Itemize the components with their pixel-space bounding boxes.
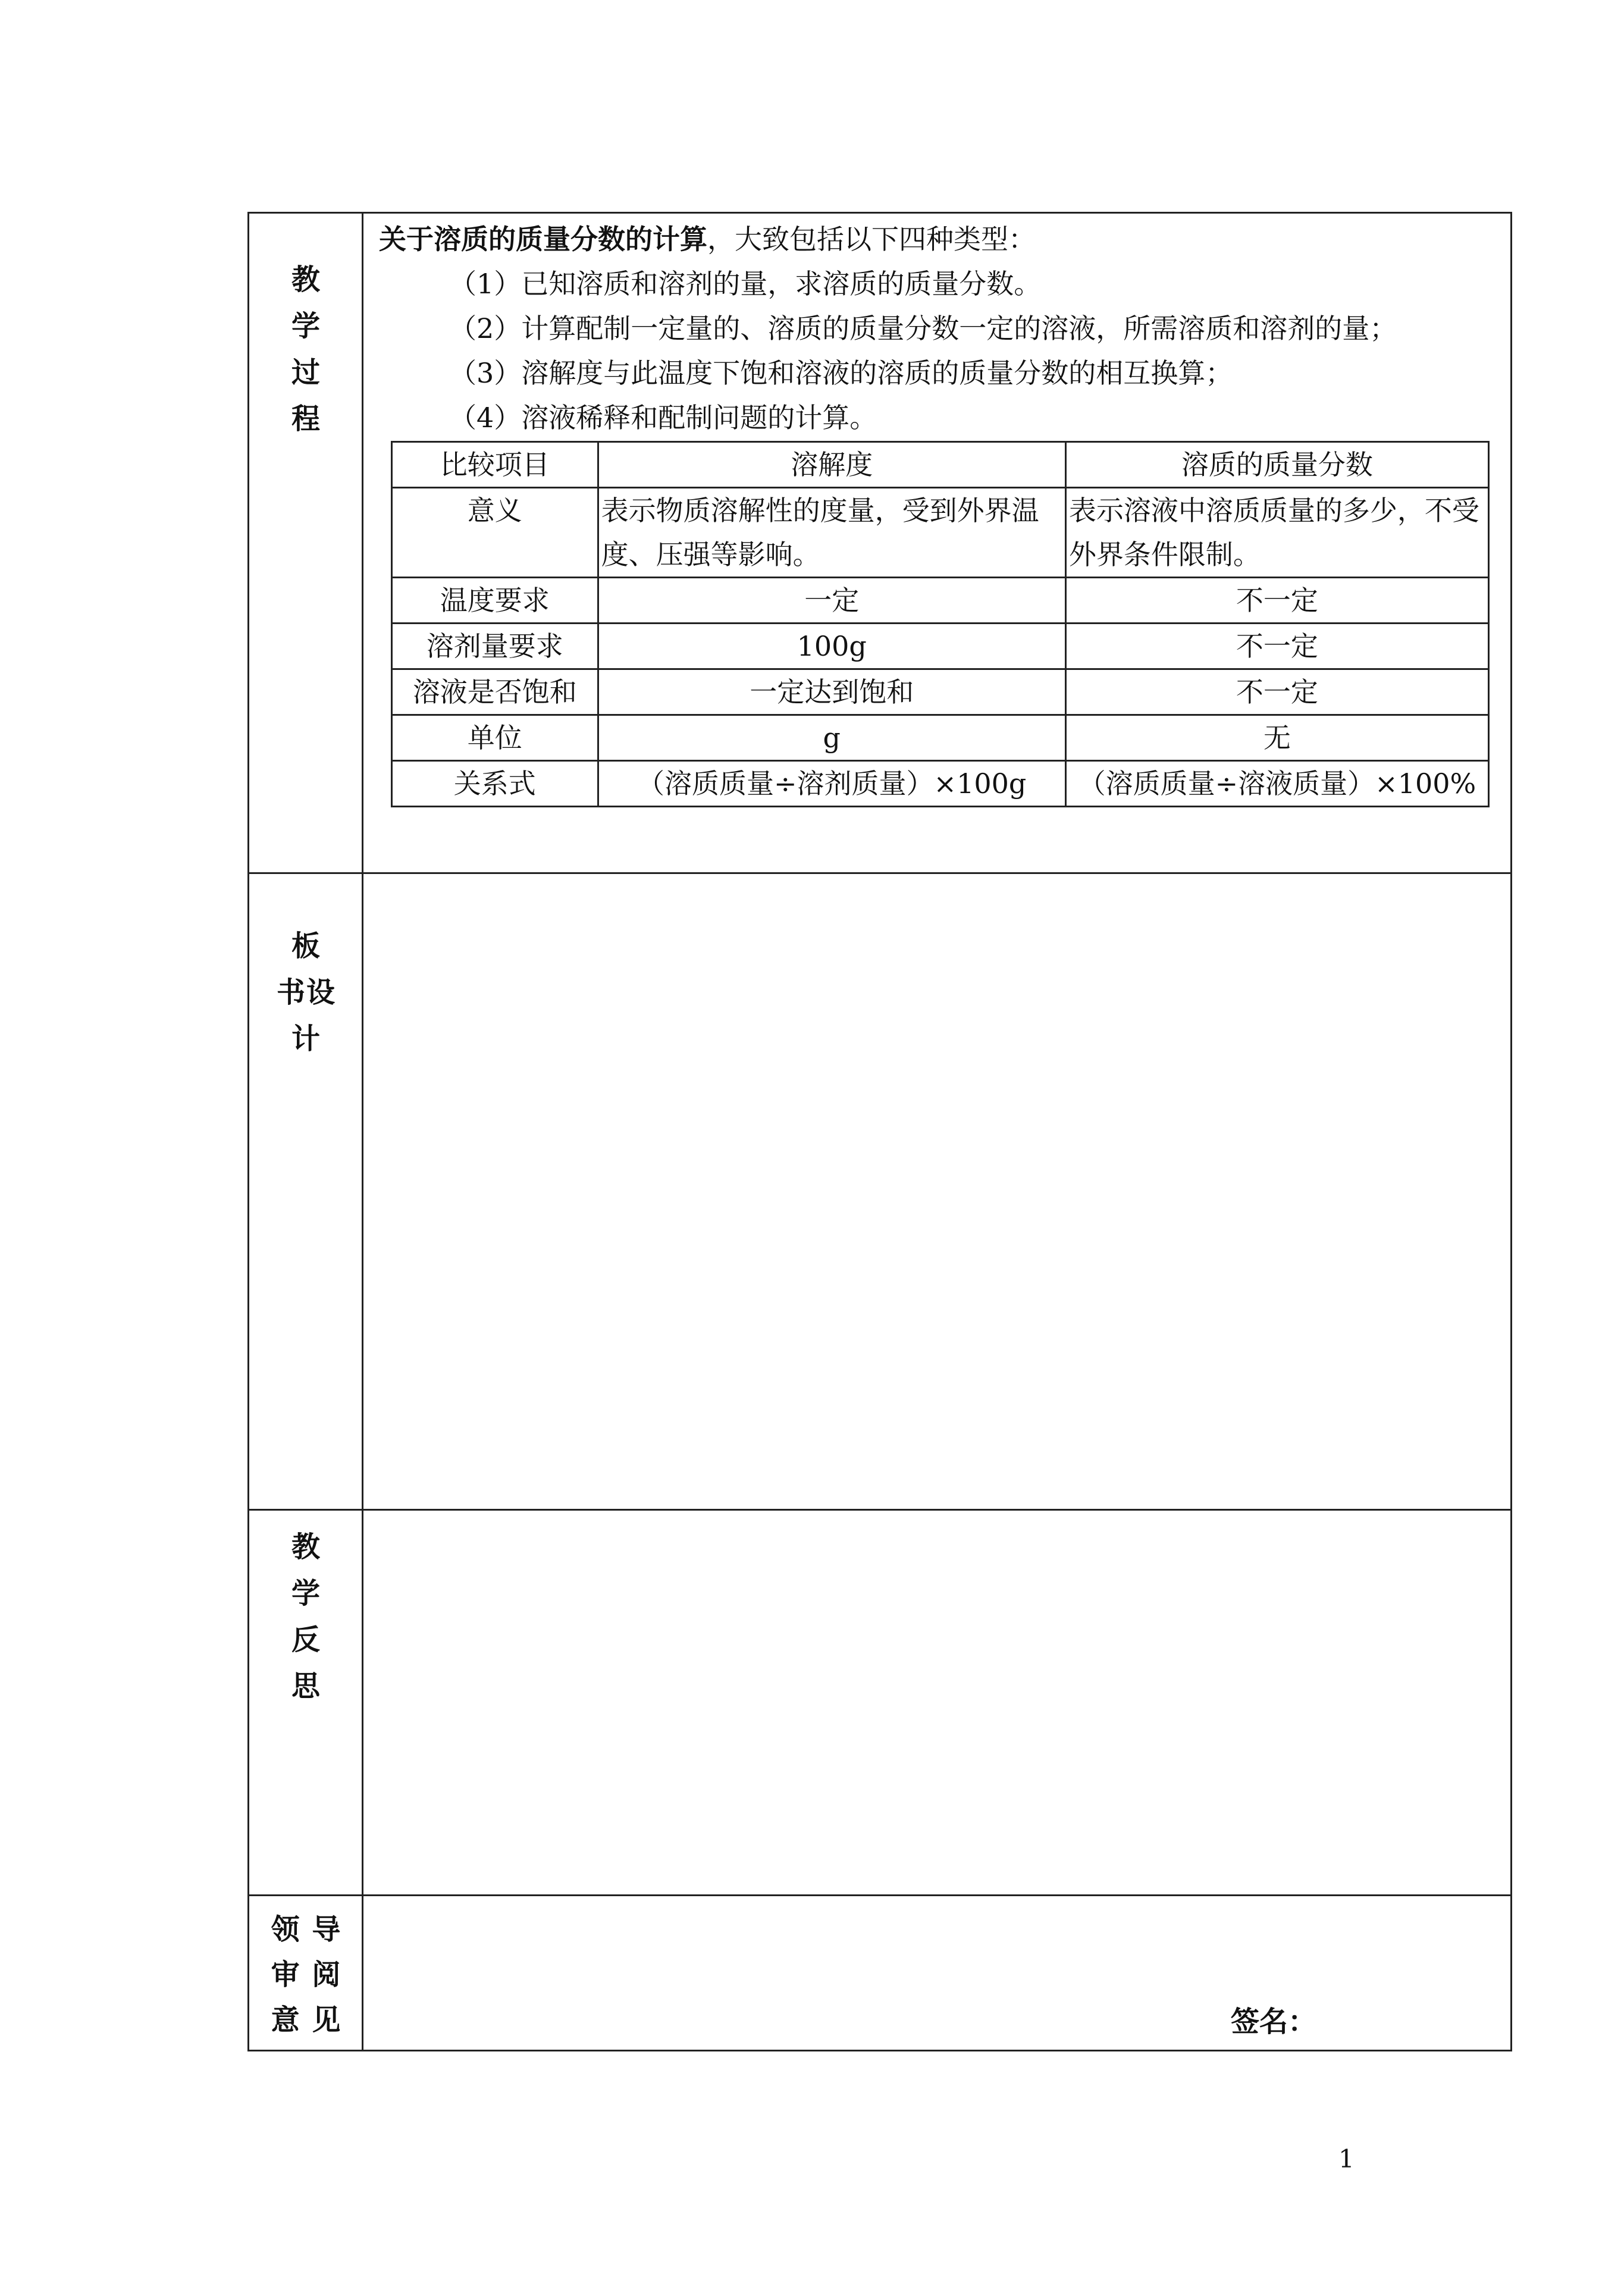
calculation-type-item: （2）计算配制一定量的、溶质的质量分数一定的溶液，所需溶质和溶剂的量； — [449, 312, 1397, 344]
table-header-cell: 比较项目 — [392, 442, 598, 488]
table-row-head: 溶剂量要求 — [392, 624, 598, 669]
table-row — [392, 761, 1489, 807]
table-header-cell: 溶解度 — [598, 442, 1065, 488]
label-char: 教 — [291, 263, 321, 296]
section-label-board-design — [249, 923, 363, 1062]
section-label-cell — [249, 1896, 363, 2051]
table-cell: 不一定 — [1065, 578, 1488, 624]
label-char: 程 — [291, 402, 321, 436]
section-label-cell — [249, 1511, 363, 1896]
label-line: 领 导 — [271, 1913, 342, 1946]
label-char: 反 — [291, 1623, 321, 1656]
label-char: 计 — [291, 1022, 321, 1055]
reflection-content-area[interactable] — [363, 1511, 1510, 1896]
label-char: 书设 — [276, 976, 336, 1009]
intro-bold-text: 关于溶质的质量分数的计算 — [379, 223, 707, 255]
section-teaching-reflection — [249, 1509, 1510, 1896]
section-label-leader-review — [249, 1907, 363, 2043]
table-cell: （溶质质量÷溶液质量）×100% — [1065, 761, 1488, 807]
table-cell: 一定达到饱和 — [598, 669, 1065, 715]
calculation-type-item: （1）已知溶质和溶剂的量，求溶质的质量分数。 — [449, 268, 1042, 300]
section-content — [363, 214, 1510, 874]
label-line: 审 阅 — [271, 1958, 342, 1991]
section-label-teaching-reflection — [249, 1524, 363, 1709]
table-row-head: 溶液是否饱和 — [392, 669, 598, 715]
table-header-row — [392, 442, 1489, 488]
section-board-design — [249, 872, 1510, 1511]
comparison-table — [391, 441, 1490, 807]
table-row — [392, 715, 1489, 761]
table-cell: 不一定 — [1065, 624, 1488, 669]
table-cell: g — [598, 715, 1065, 761]
table-row-head: 温度要求 — [392, 578, 598, 624]
table-cell: 100g — [598, 624, 1065, 669]
table-row-head: 意义 — [392, 488, 598, 578]
page-number: 1 — [1338, 2144, 1355, 2173]
table-row-head: 单位 — [392, 715, 598, 761]
signature-label: 签名： — [1230, 2005, 1316, 2038]
table-row — [392, 578, 1489, 624]
table-cell: （溶质质量÷溶剂质量）×100g — [598, 761, 1065, 807]
label-char: 学 — [291, 1577, 321, 1610]
table-row — [392, 669, 1489, 715]
table-cell: 一定 — [598, 578, 1065, 624]
label-char: 板 — [291, 929, 321, 963]
review-content-area[interactable] — [363, 1896, 1510, 2051]
section-label-cell — [249, 214, 363, 874]
section-teaching-process — [249, 214, 1510, 874]
label-char: 过 — [291, 356, 321, 389]
label-line: 意 见 — [271, 2003, 342, 2037]
section-label-cell — [249, 874, 363, 1511]
label-char: 学 — [291, 309, 321, 343]
calculation-type-item: （3）溶解度与此温度下饱和溶液的溶质的质量分数的相互换算； — [449, 357, 1233, 389]
intro-rest-text: ，大致包括以下四种类型： — [707, 223, 1036, 255]
table-cell: 无 — [1065, 715, 1488, 761]
table-cell: 表示溶液中溶质质量的多少，不受外界条件限制。 — [1065, 488, 1488, 578]
table-row-head: 关系式 — [392, 761, 598, 807]
table-cell: 不一定 — [1065, 669, 1488, 715]
table-row — [392, 624, 1489, 669]
intro-line — [379, 217, 1036, 262]
table-header-cell: 溶质的质量分数 — [1065, 442, 1488, 488]
calculation-type-item: （4）溶液稀释和配制问题的计算。 — [449, 402, 877, 434]
table-cell: 表示物质溶解性的度量，受到外界温度、压强等影响。 — [598, 488, 1065, 578]
lesson-plan-frame — [247, 212, 1512, 2051]
section-leader-review — [249, 1894, 1510, 2051]
board-design-content-area[interactable] — [363, 874, 1510, 1511]
table-row — [392, 488, 1489, 578]
label-char: 思 — [291, 1669, 321, 1703]
label-char: 教 — [291, 1530, 321, 1564]
section-label-teaching-process — [249, 256, 363, 442]
